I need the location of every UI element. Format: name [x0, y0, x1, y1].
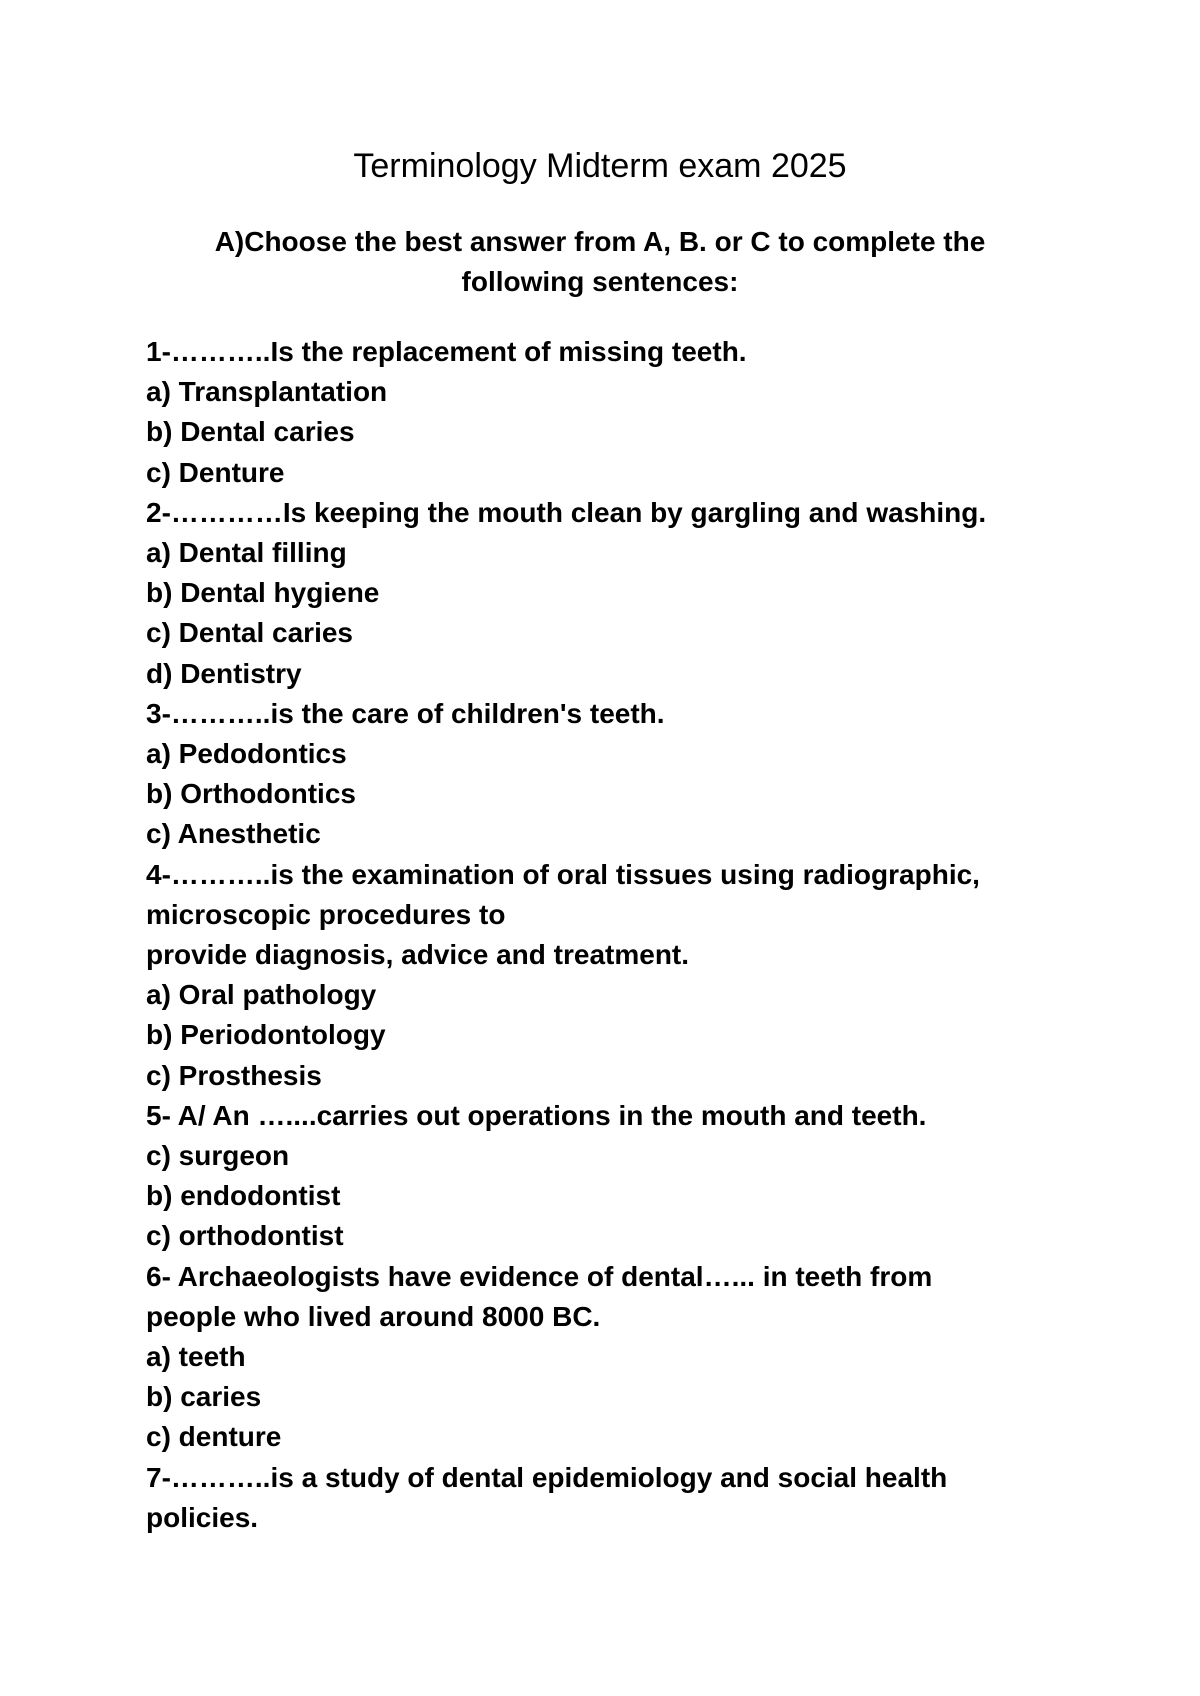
question-1-stem: 1-………..Is the replacement of missing teeth. [146, 336, 747, 367]
section-instructions [150, 222, 1050, 302]
question-4-stem: 4-………..is the examination of oral tissues using radiographic, [146, 858, 980, 890]
instructions-line: A)Choose the best answer from A, B. or C to complete the [214, 226, 986, 257]
question-3-option-a: a) Pedodontics [146, 738, 347, 770]
question-4-stem: provide diagnosis, advice and treatment. [146, 939, 690, 971]
question-6-stem: people who lived around 8000 BC. [146, 1300, 601, 1332]
question-6-stem: 6- Archaeologists have evidence of dental…... in teeth from [146, 1260, 933, 1292]
page-title: Terminology Midterm exam 2025 [353, 147, 847, 185]
question-1-option-b: b) Dental caries [146, 416, 355, 448]
instructions-line: following sentences: [461, 266, 739, 297]
question-1-option-c: c) Denture [146, 456, 285, 488]
question-4-option-c: c) Prosthesis [146, 1059, 322, 1091]
question-4-option-a: a) Oral pathology [146, 979, 377, 1011]
question-6-option-c: c) denture [146, 1421, 282, 1453]
question-5-stem: 5- A/ An …....carries out operations in the mouth and teeth. [146, 1099, 927, 1131]
question-6-option-a: a) teeth [146, 1341, 246, 1373]
question-5-option: c) orthodontist [146, 1220, 344, 1252]
question-2-option-d: d) Dentistry [146, 657, 302, 689]
question-3-stem: 3-………..is the care of children's teeth. [146, 697, 665, 729]
question-5-option: c) surgeon [146, 1140, 290, 1172]
question-2-stem: 2-…………Is keeping the mouth clean by gargling and washing. [146, 496, 987, 528]
question-6-option-b: b) caries [146, 1381, 262, 1413]
question-list [146, 332, 1146, 1538]
question-1-option-a: a) Transplantation [146, 376, 388, 408]
question-2-option-b: b) Dental hygiene [146, 577, 380, 609]
question-7-stem: 7-………..is a study of dental epidemiology and social health [146, 1461, 948, 1493]
question-7-stem: policies. [146, 1501, 259, 1533]
question-4-stem: microscopic procedures to [146, 898, 506, 930]
question-3-option-c: c) Anesthetic [146, 818, 321, 850]
question-5-option: b) endodontist [146, 1180, 341, 1212]
question-2-option-c: c) Dental caries [146, 617, 353, 649]
question-3-option-b: b) Orthodontics [146, 778, 356, 810]
question-2-option-a: a) Dental filling [146, 537, 347, 569]
question-4-option-b: b) Periodontology [146, 1019, 386, 1051]
